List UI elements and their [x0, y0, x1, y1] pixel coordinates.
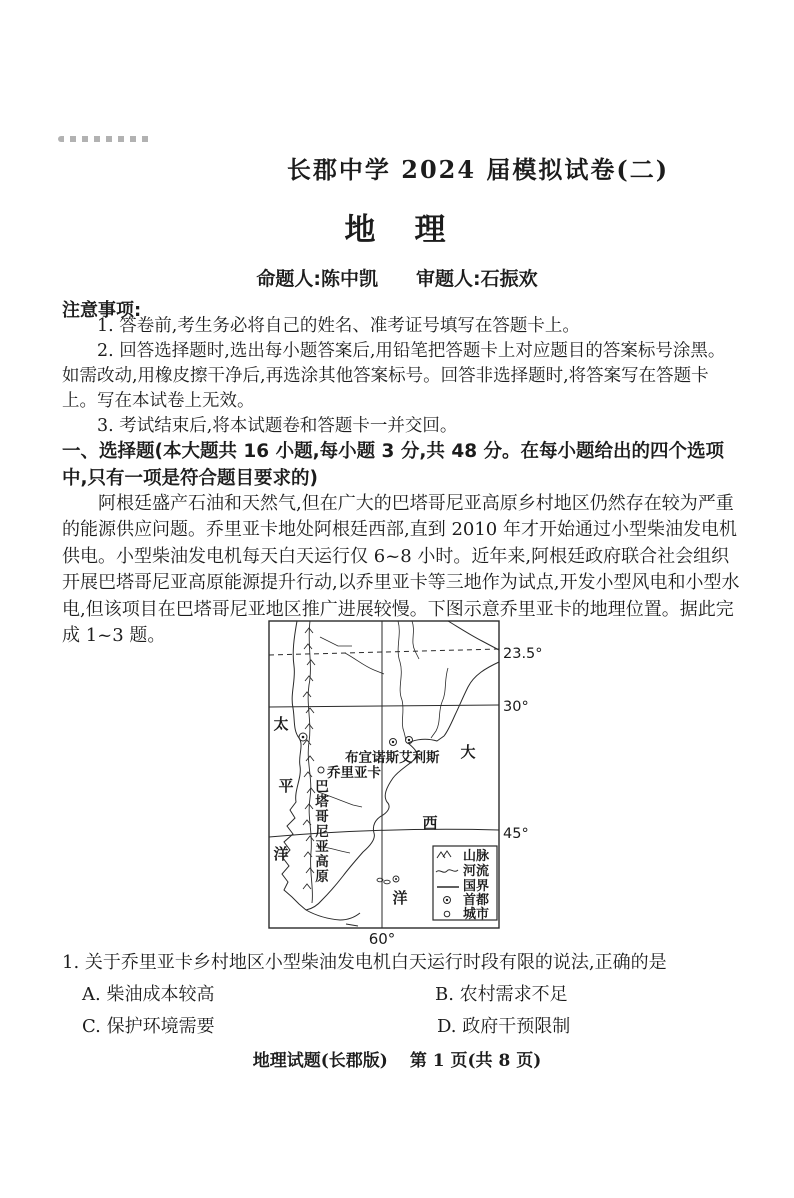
notice-body [62, 314, 736, 439]
pacific-char-1: 太 [273, 715, 289, 733]
pacific-char-3: 洋 [273, 845, 289, 863]
legend-capital-symbol-dot [446, 899, 448, 901]
brazil-coastline [448, 621, 499, 650]
subject-title: 地 理 [344, 212, 450, 248]
legend-label-capital: 首都 [463, 893, 490, 908]
plateau-char-4: 尼 [315, 824, 329, 840]
question-1-option-c: C. 保护环境需要 [82, 1016, 215, 1037]
map-svg [255, 608, 555, 960]
plateau-char-5: 亚 [315, 839, 329, 855]
notice-item-3: 3. 考试结束后,将本试题卷和答题卡一并交回。 [97, 416, 458, 436]
page-footer [0, 1046, 794, 1071]
notice-item-2: 2. 回答选择题时,选出每小题答案后,用铅笔把答题卡上对应题目的答案标号涂黑。如需改动,用橡皮擦干净后,再选涂其他答案标号。回答非选择题时,将答案写在答题卡上。写在本试卷上无效。 [62, 341, 726, 411]
legend-label-rivers: 河流 [463, 864, 490, 879]
uruguay-coastline [408, 662, 499, 743]
santiago-capital-dot [302, 736, 305, 739]
question-1-option-b: B. 农村需求不足 [435, 984, 568, 1005]
qiaoliyaka-city-marker [318, 767, 324, 773]
parallel-30s-line [269, 705, 499, 707]
latitude-label-30: 30° [503, 699, 529, 715]
falkland-capital-dot [395, 878, 397, 880]
atlantic-char-1: 大 [460, 743, 476, 761]
andes-mountain-marks [303, 628, 315, 889]
atlantic-char-2: 西 [422, 814, 438, 832]
notice-item-1: 1. 答卷前,考生务必将自己的姓名、准考证号填写在答题卡上。 [97, 316, 580, 336]
legend-label-mountains: 山脉 [463, 849, 490, 864]
setter-label: 命题人:陈中凯 [256, 268, 378, 290]
location-map-figure [255, 608, 555, 960]
plateau-char-2: 塔 [315, 794, 329, 810]
footer-page-label: 第 1 页(共 8 页) [409, 1051, 542, 1071]
tierra-del-fuego-coast [306, 910, 360, 926]
montevideo-capital-dot [408, 739, 410, 741]
west-coastline [282, 621, 306, 910]
plateau-char-1: 巴 [315, 779, 329, 795]
notice-heading: 注意事项: [62, 300, 142, 321]
buenos-aires-capital-dot [392, 741, 394, 743]
legend-label-border: 国界 [463, 879, 490, 894]
latitude-label-23-5: 23.5° [503, 646, 543, 662]
falkland-island-east [384, 880, 390, 884]
plateau-char-7: 原 [315, 869, 329, 885]
uruguay-river [431, 668, 448, 738]
plateau-char-3: 哥 [315, 809, 329, 825]
exam-title: 长郡中学 2024 届模拟试卷(二) [286, 155, 670, 184]
question-1-stem: 1. 关于乔里亚卡乡村地区小型柴油发电机白天运行时段有限的说法,正确的是 [62, 952, 667, 973]
latitude-label-45: 45° [503, 826, 529, 842]
parallel-45s-line [269, 829, 499, 837]
scan-artifact [58, 136, 154, 142]
passage-text: 阿根廷盛产石油和天然气,但在广大的巴塔哥尼亚高原乡村地区仍然存在较为严重的能源供应问题。乔里亚卡地处阿根廷西部,直到 2010 年才开始通过小型柴油发电机供电。小型柴油发电机每天白天运行仅 6~8 小时。近年来,阿根廷政府联合社会组织开展巴塔哥尼亚高原能源提升行动,以乔里亚卡等三地作为试点,开发小型风电和小型水电,但该项目在巴塔哥尼亚地区推广进展较慢。下图示意乔里亚卡的地理位置。据此完成 1~3 题。 [62, 493, 740, 647]
pacific-char-2: 平 [278, 777, 294, 795]
question-1-option-a: A. 柴油成本较高 [82, 984, 215, 1005]
paraguay-river [412, 621, 419, 659]
tropic-capricorn-line [269, 649, 499, 655]
reviewer-label: 审题人:石振欢 [416, 268, 538, 290]
atlantic-char-3: 洋 [392, 889, 408, 907]
footer-doc-label: 地理试题(长郡版) [252, 1051, 388, 1071]
section-heading: 一、选择题(本大题共 16 小题,每小题 3 分,共 48 分。在每小题给出的四个选项中,只有一项是符合题目要求的) [62, 441, 725, 489]
setters-row [0, 264, 794, 291]
plateau-char-6: 高 [315, 854, 329, 870]
parana-river [398, 621, 406, 740]
qiaoliyaka-label: 乔里亚卡 [327, 765, 381, 781]
question-1-option-d: D. 政府干预限制 [437, 1016, 571, 1037]
pilcomayo-river [345, 653, 384, 674]
buenos-aires-label: 布宜诺斯艾利斯 [345, 750, 440, 766]
north-border-line [320, 637, 352, 646]
longitude-label-60: 60° [368, 930, 396, 948]
legend-label-city: 城市 [463, 907, 490, 922]
